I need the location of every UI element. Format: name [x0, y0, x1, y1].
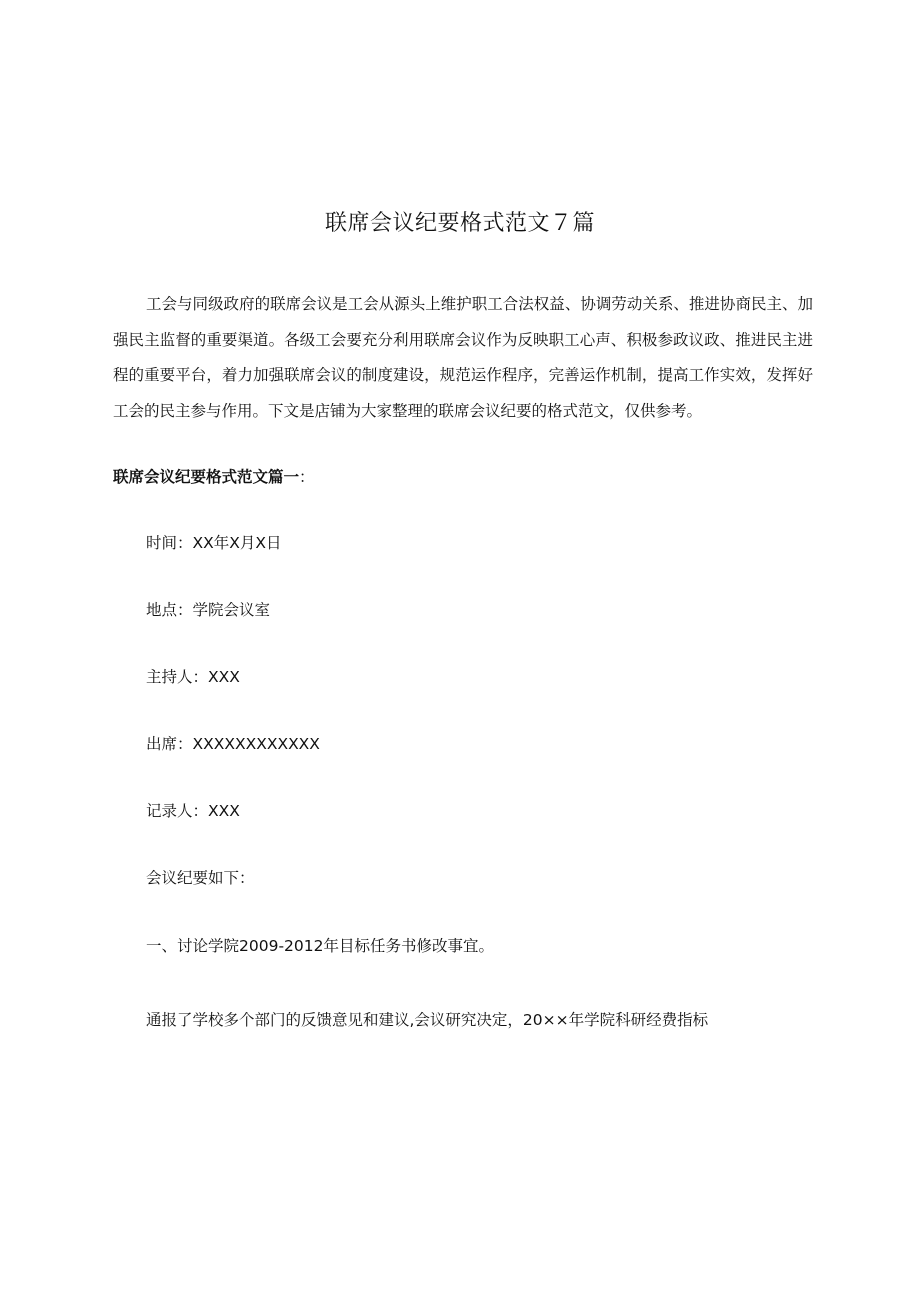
section-heading-text: 联席会议纪要格式范文篇一	[113, 468, 300, 486]
minutes-intro: 会议纪要如下：	[146, 869, 255, 887]
meeting-attendees: 出席：XXXXXXXXXXXX	[146, 735, 320, 753]
agenda-item-1-detail: 通报了学校多个部门的反馈意见和建议,会议研究决定，20××年学院科研经费指标	[146, 1011, 709, 1029]
agenda-item-1: 一、讨论学院2009-2012年目标任务书修改事宜。	[146, 937, 494, 955]
intro-paragraph: 工会与同级政府的联席会议是工会从源头上维护职工合法权益、协调劳动关系、推进协商民主、加强民主监督的重要渠道。各级工会要充分利用联席会议作为反映职工心声、积极参政议政、推进民主进程的重要平台，着力加强联席会议的制度建设，规范运作程序，完善运作机制，提高工作实效，发挥好工会的民主参与作用。下文是店铺为大家整理的联席会议纪要的格式范文，仅供参考。	[113, 295, 813, 420]
section-heading	[113, 462, 315, 492]
meeting-host: 主持人：XXX	[146, 668, 240, 686]
meeting-recorder: 记录人：XXX	[146, 802, 240, 820]
section-heading-colon: ：	[299, 468, 315, 486]
meeting-time: 时间：XX年X月X日	[146, 534, 282, 552]
meeting-place: 地点：学院会议室	[146, 601, 271, 619]
document-title: 联席会议纪要格式范文７篇	[324, 211, 595, 236]
